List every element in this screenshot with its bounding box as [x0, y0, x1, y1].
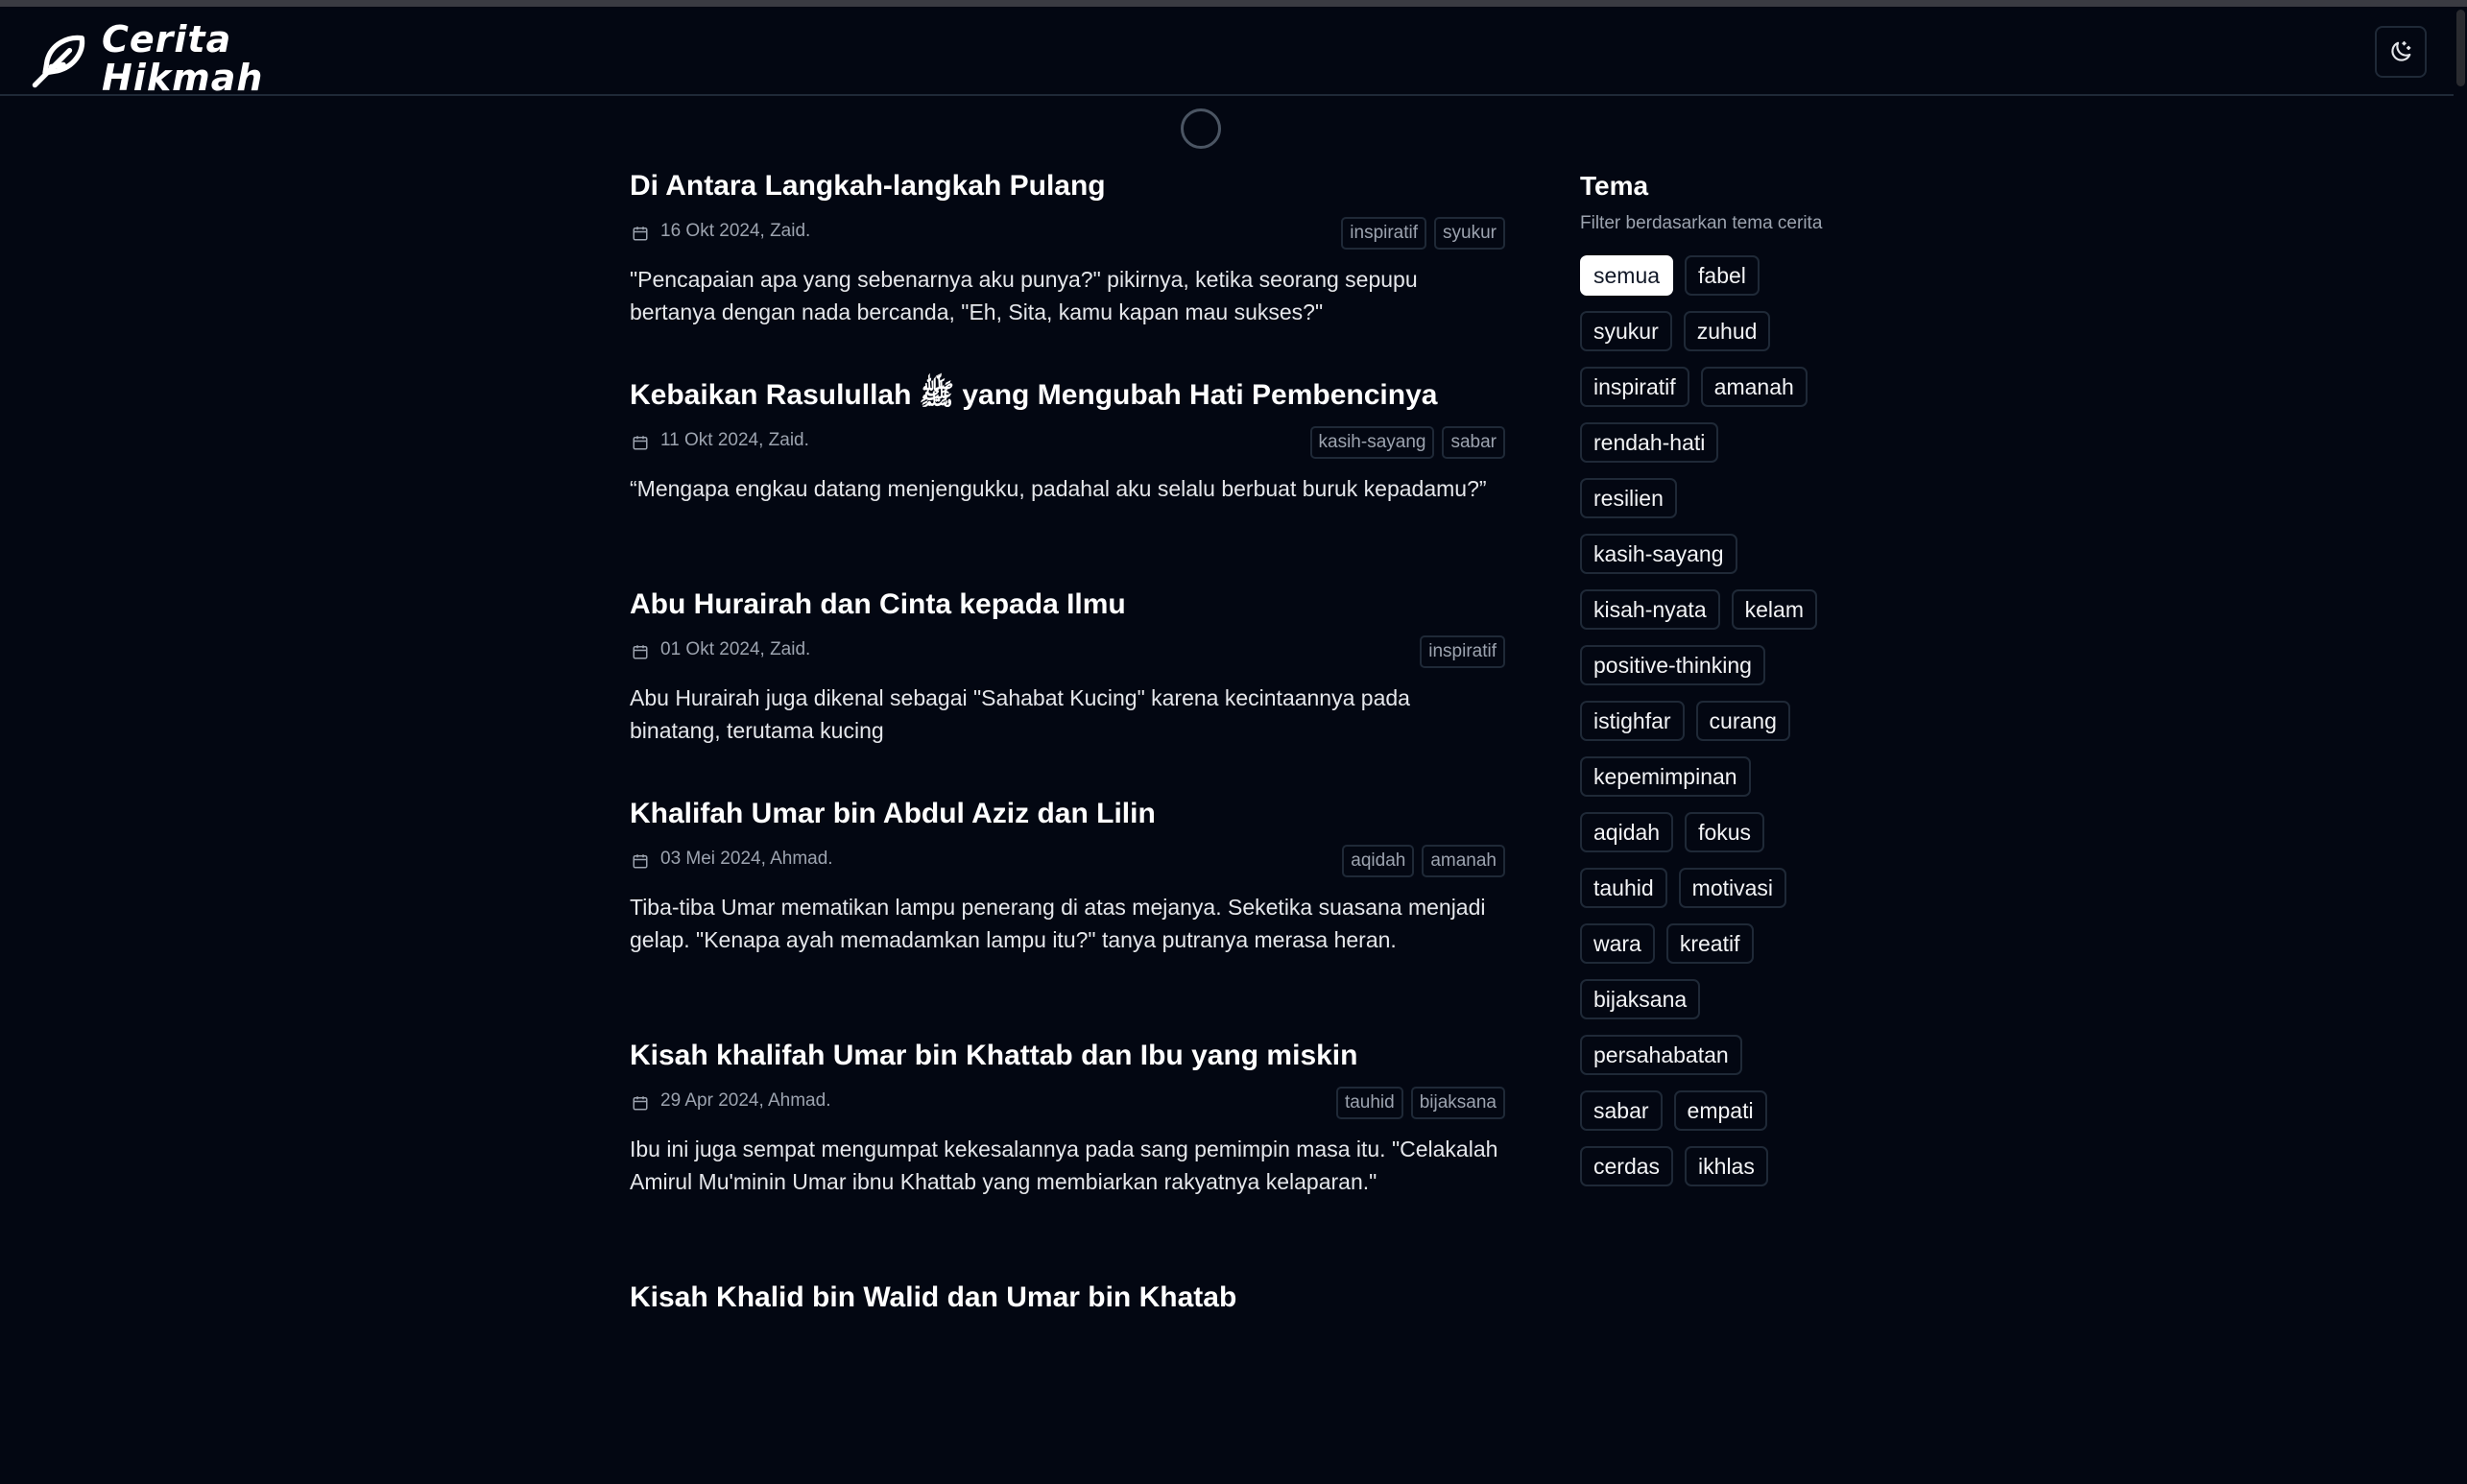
- feather-icon: [29, 26, 94, 91]
- topic-filter-curang[interactable]: curang: [1696, 701, 1790, 741]
- topic-filter-list: [1580, 255, 1887, 1202]
- topic-row: [1580, 478, 1887, 534]
- topic-filter-istighfar[interactable]: istighfar: [1580, 701, 1685, 741]
- loading-spinner: [1181, 108, 1221, 149]
- article-tag[interactable]: tauhid: [1336, 1087, 1403, 1119]
- topic-filter-motivasi[interactable]: motivasi: [1679, 868, 1786, 908]
- topic-filter-kepemimpinan[interactable]: kepemimpinan: [1580, 756, 1751, 797]
- topic-filter-kasih-sayang[interactable]: kasih-sayang: [1580, 534, 1737, 574]
- article-tags: [1420, 635, 1505, 668]
- topic-filter-amanah[interactable]: amanah: [1701, 367, 1808, 407]
- calendar-icon: [632, 434, 649, 451]
- topic-row: [1580, 1146, 1887, 1202]
- article-date-author: 29 Apr 2024, Ahmad.: [660, 1090, 831, 1111]
- topic-row: [1580, 1090, 1887, 1146]
- topic-filter-aqidah[interactable]: aqidah: [1580, 812, 1673, 852]
- topic-row: [1580, 311, 1887, 367]
- article-card: [630, 163, 1505, 372]
- topic-filter-syukur[interactable]: syukur: [1580, 311, 1672, 351]
- topic-filter-kisah-nyata[interactable]: kisah-nyata: [1580, 589, 1720, 630]
- topic-filter-kreatif[interactable]: kreatif: [1666, 923, 1754, 964]
- article-date-author: 03 Mei 2024, Ahmad.: [660, 849, 833, 869]
- article-excerpt: Ibu ini juga sempat mengumpat kekesalannya pada sang pemimpin masa itu. "Celakalah Amirul Mu'minin Umar ibnu Khattab yang membiarkan rakyatnya kelaparan.": [630, 1137, 1498, 1194]
- article-title-link[interactable]: Abu Hurairah dan Cinta kepada Ilmu: [630, 588, 1126, 620]
- article-excerpt: "Pencapaian apa yang sebenarnya aku punya?" pikirnya, ketika seorang sepupu bertanya dengan nada bercanda, "Eh, Sita, kamu kapan mau sukses?": [630, 267, 1418, 324]
- topic-filter-semua[interactable]: semua: [1580, 255, 1673, 296]
- moon-icon: [2387, 38, 2414, 65]
- topic-filter-empati[interactable]: empati: [1674, 1090, 1767, 1131]
- topic-filter-persahabatan[interactable]: persahabatan: [1580, 1035, 1742, 1075]
- article-meta: [630, 215, 1505, 253]
- article-date-author: 11 Okt 2024, Zaid.: [660, 430, 809, 450]
- article-tags: [1336, 1087, 1505, 1119]
- topic-filter-inspiratif[interactable]: inspiratif: [1580, 367, 1689, 407]
- article-date-author: 01 Okt 2024, Zaid.: [660, 639, 811, 659]
- article-card: [630, 1275, 1505, 1484]
- topic-filter-zuhud[interactable]: zuhud: [1684, 311, 1771, 351]
- site-logo-link[interactable]: [29, 20, 263, 97]
- topic-row: [1580, 589, 1887, 645]
- topic-filter-kelam[interactable]: kelam: [1732, 589, 1817, 630]
- site-header: [0, 7, 2454, 99]
- article-tags: [1342, 845, 1505, 877]
- article-meta: [630, 424, 1505, 463]
- article-meta: [630, 1085, 1505, 1123]
- article-card: [630, 1033, 1505, 1275]
- article-tags: [1341, 217, 1505, 250]
- site-title-line1: Cerita: [102, 18, 232, 60]
- topic-row: [1580, 1035, 1887, 1090]
- sidebar-title: Tema: [1580, 171, 1649, 201]
- article-title-link[interactable]: Khalifah Umar bin Abdul Aziz dan Lilin: [630, 798, 1156, 829]
- topic-row: [1580, 923, 1887, 979]
- topic-filter-fokus[interactable]: fokus: [1685, 812, 1764, 852]
- topic-filter-resilien[interactable]: resilien: [1580, 478, 1677, 518]
- article-card: [630, 582, 1505, 791]
- article-meta: [630, 843, 1505, 881]
- topic-filter-bijaksana[interactable]: bijaksana: [1580, 979, 1700, 1019]
- article-tag[interactable]: sabar: [1442, 426, 1505, 459]
- scrollbar-thumb[interactable]: [2456, 10, 2465, 86]
- topic-row: [1580, 367, 1887, 422]
- topic-filter-wara[interactable]: wara: [1580, 923, 1655, 964]
- topic-row: [1580, 701, 1887, 756]
- article-tag[interactable]: bijaksana: [1411, 1087, 1505, 1119]
- article-card: [630, 372, 1505, 582]
- article-excerpt: “Mengapa engkau datang menjengukku, padahal aku selalu berbuat buruk kepadamu?”: [630, 476, 1487, 501]
- article-tag[interactable]: amanah: [1422, 845, 1505, 877]
- article-date-author: 16 Okt 2024, Zaid.: [660, 221, 811, 241]
- topic-filter-tauhid[interactable]: tauhid: [1580, 868, 1667, 908]
- topic-row: [1580, 255, 1887, 311]
- article-tag[interactable]: inspiratif: [1420, 635, 1505, 668]
- article-tag[interactable]: kasih-sayang: [1310, 426, 1435, 459]
- sidebar-subtitle: Filter berdasarkan tema cerita: [1580, 213, 1823, 233]
- topic-row: [1580, 534, 1887, 589]
- calendar-icon: [632, 225, 649, 242]
- site-title-line2: Hikmah: [102, 57, 264, 99]
- topic-filter-rendah-hati[interactable]: rendah-hati: [1580, 422, 1718, 463]
- article-excerpt: Tiba-tiba Umar mematikan lampu penerang di atas mejanya. Seketika suasana menjadi gelap. "Kenapa ayah memadamkan lampu itu?" tanya putranya merasa heran.: [630, 895, 1486, 952]
- topic-filter-fabel[interactable]: fabel: [1685, 255, 1760, 296]
- article-meta: [630, 634, 1505, 672]
- calendar-icon: [632, 643, 649, 660]
- article-title-link[interactable]: Kisah khalifah Umar bin Khattab dan Ibu yang miskin: [630, 1040, 1358, 1071]
- topic-row: [1580, 756, 1887, 812]
- window-top-edge: [0, 0, 2467, 7]
- article-title-link[interactable]: Kebaikan Rasulullah ﷺ yang Mengubah Hati Pembencinya: [630, 379, 1438, 411]
- article-tag[interactable]: syukur: [1434, 217, 1505, 250]
- article-card: [630, 791, 1505, 1033]
- topic-sidebar: [1580, 163, 1887, 1202]
- topic-row: [1580, 979, 1887, 1035]
- topic-filter-cerdas[interactable]: cerdas: [1580, 1146, 1673, 1186]
- topic-row: [1580, 868, 1887, 923]
- topic-filter-sabar[interactable]: sabar: [1580, 1090, 1663, 1131]
- article-title-link[interactable]: Di Antara Langkah-langkah Pulang: [630, 170, 1106, 202]
- article-tag[interactable]: inspiratif: [1341, 217, 1426, 250]
- article-tags: [1310, 426, 1505, 459]
- site-title: [102, 20, 263, 97]
- topic-filter-ikhlas[interactable]: ikhlas: [1685, 1146, 1768, 1186]
- calendar-icon: [632, 1094, 649, 1112]
- article-excerpt: Abu Hurairah juga dikenal sebagai "Sahabat Kucing" karena kecintaannya pada binatang, terutama kucing: [630, 685, 1410, 743]
- article-title-link[interactable]: Kisah Khalid bin Walid dan Umar bin Khatab: [630, 1281, 1237, 1313]
- calendar-icon: [632, 852, 649, 870]
- article-tag[interactable]: aqidah: [1342, 845, 1414, 877]
- topic-row: [1580, 812, 1887, 868]
- topic-row: [1580, 645, 1887, 701]
- theme-toggle-button[interactable]: [2375, 26, 2427, 78]
- topic-row: [1580, 422, 1887, 478]
- article-list: [630, 163, 1505, 1484]
- scrollbar[interactable]: [2454, 7, 2467, 1311]
- topic-filter-positive-thinking[interactable]: positive-thinking: [1580, 645, 1765, 685]
